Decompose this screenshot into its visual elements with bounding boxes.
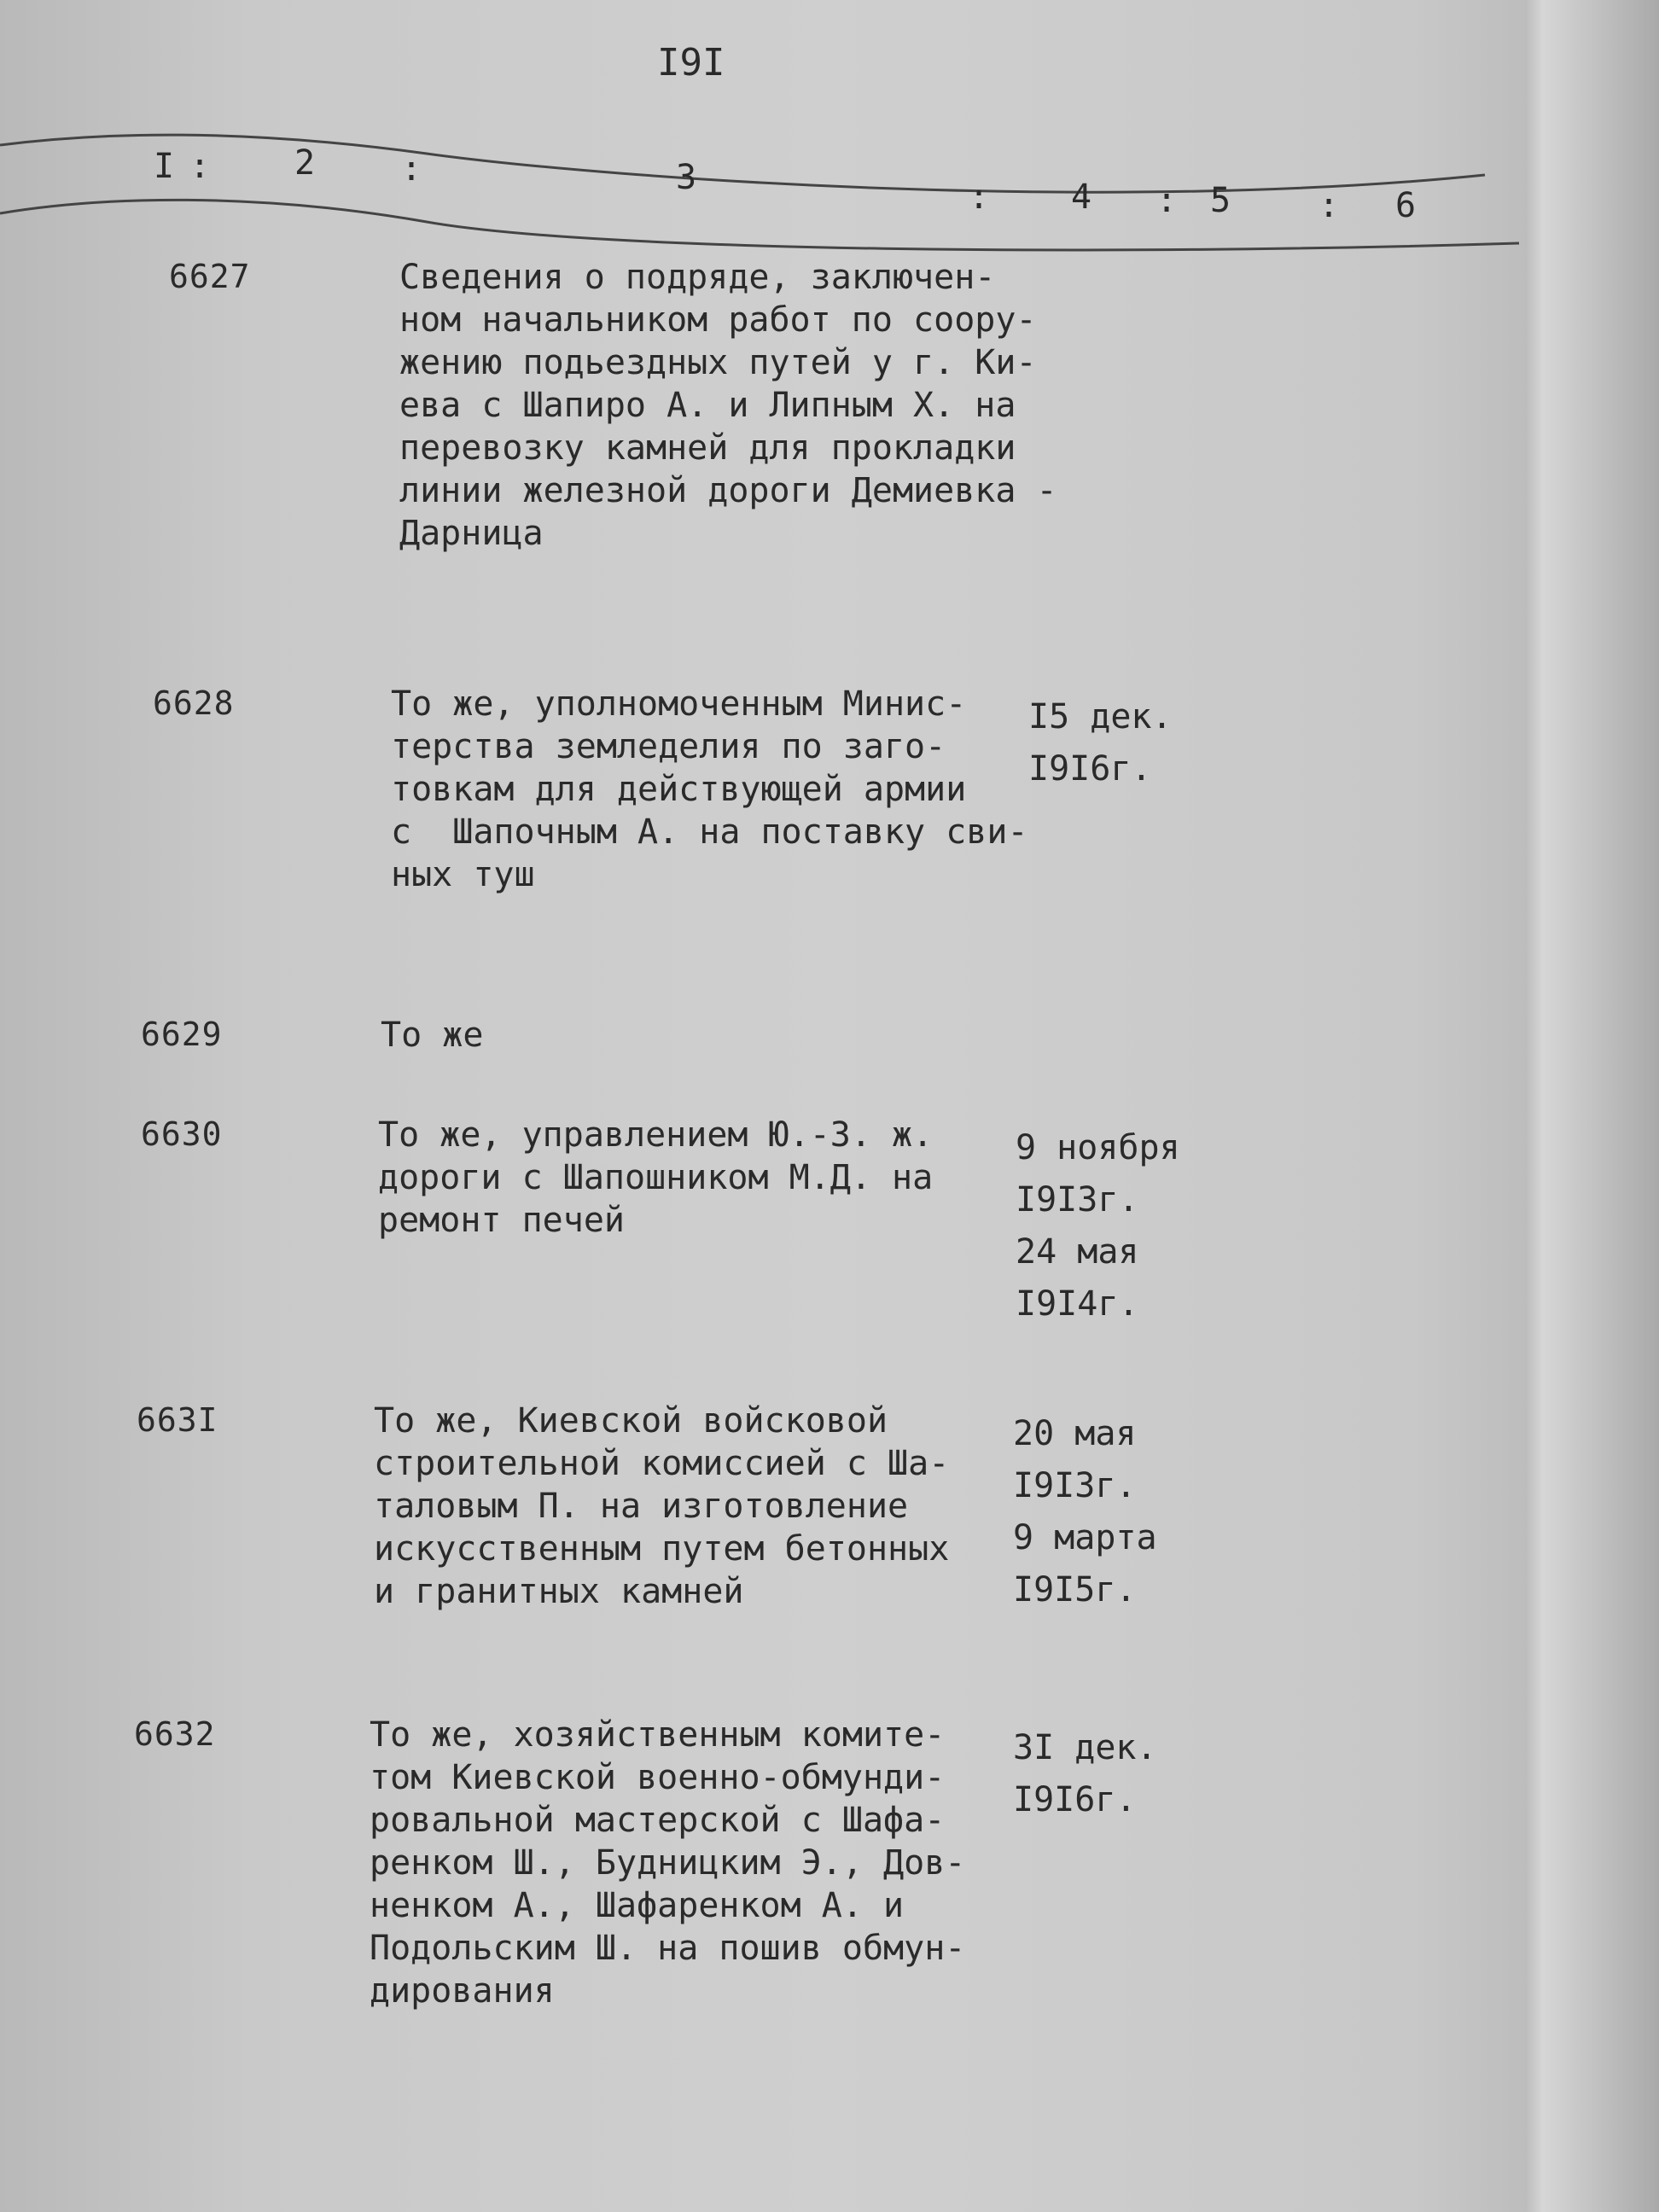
description-line: То же, управлением Ю.-З. ж.	[378, 1115, 934, 1155]
description-line: Подольским Ш. на пошив обмун-	[370, 1929, 966, 1968]
column-separator: :	[1318, 186, 1340, 225]
description-line: искусственным путем бетонных	[374, 1529, 950, 1569]
description-line: с Шапочным А. на поставку сви-	[391, 812, 1028, 852]
entry-number: 6632	[134, 1715, 216, 1753]
date-line: 24 мая	[1016, 1232, 1139, 1272]
description-line: товкам для действующей армии	[391, 770, 967, 809]
column-separator: :	[1156, 181, 1178, 220]
date-line: I9I6г.	[1028, 749, 1152, 789]
column-header-1: I	[154, 147, 175, 186]
description-line: То же, хозяйственным комите-	[370, 1715, 946, 1755]
column-separator: :	[189, 147, 211, 186]
description-line: и гранитных камней	[374, 1572, 744, 1611]
description-line: Сведения о подряде, заключен-	[399, 258, 996, 297]
description-line: ренком Ш., Будницким Э., Дов-	[370, 1843, 966, 1883]
entry-description	[378, 1114, 933, 1242]
entry-description	[374, 1400, 949, 1613]
column-header-5: 5	[1210, 181, 1231, 220]
header-top-rule	[0, 135, 1485, 192]
description-line: терства земледелия по заго-	[391, 727, 946, 766]
column-separator: :	[401, 149, 422, 189]
date-line: I9I4г.	[1016, 1284, 1139, 1324]
description-line: перевозку камней для прокладки	[399, 428, 1016, 468]
date-line: 3I дек.	[1013, 1728, 1157, 1767]
date-line: I9I6г.	[1013, 1780, 1137, 1819]
description-line: линии железной дороги Демиевка -	[399, 471, 1057, 510]
entry-number: 663I	[137, 1401, 218, 1439]
column-header-4: 4	[1071, 178, 1092, 217]
description-line: жению подьездных путей у г. Ки-	[399, 343, 1037, 382]
description-line: ненком А., Шафаренком А. и	[370, 1886, 905, 1925]
description-line: То же	[381, 1016, 484, 1055]
column-header-3: 3	[676, 158, 697, 197]
entry-number: 6627	[169, 258, 251, 295]
description-line: дороги с Шапошником М.Д. на	[378, 1158, 934, 1197]
date-line: 9 ноября	[1016, 1128, 1180, 1167]
date-line: I9I3г.	[1013, 1466, 1137, 1505]
description-line: ремонт печей	[378, 1201, 625, 1240]
description-line: ева с Шапиро А. и Липным Х. на	[399, 386, 1016, 425]
entry-description	[399, 256, 1057, 555]
entry-description	[381, 1014, 483, 1057]
column-header-2: 2	[294, 143, 316, 183]
entry-dates	[1013, 1722, 1157, 1826]
description-line: ных туш	[391, 855, 535, 894]
description-line: таловым П. на изготовление	[374, 1487, 909, 1526]
entry-number: 6630	[141, 1115, 223, 1153]
column-header-6: 6	[1395, 186, 1417, 225]
date-line: I9I5г.	[1013, 1570, 1137, 1610]
entry-number: 6628	[153, 684, 235, 722]
description-line: строительной комиссией с Ша-	[374, 1444, 950, 1483]
header-bottom-rule	[0, 200, 1519, 250]
column-separator: :	[969, 178, 990, 217]
description-line: дирования	[370, 1971, 555, 2011]
entry-description	[391, 683, 1028, 896]
entry-dates	[1028, 691, 1173, 795]
date-line: 9 марта	[1013, 1518, 1157, 1557]
page-number: I9I	[657, 41, 725, 84]
entry-dates	[1016, 1122, 1180, 1330]
date-line: I9I3г.	[1016, 1180, 1139, 1220]
description-line: том Киевской военно-обмунди-	[370, 1758, 946, 1797]
entry-number: 6629	[141, 1016, 223, 1053]
description-line: То же, Киевской войсковой	[374, 1401, 888, 1441]
date-line: 20 мая	[1013, 1414, 1137, 1453]
entry-description	[370, 1714, 965, 2012]
description-line: ровальной мастерской с Шафа-	[370, 1801, 946, 1840]
entry-dates	[1013, 1408, 1157, 1616]
description-line: ном начальником работ по соору-	[399, 300, 1037, 340]
date-line: I5 дек.	[1028, 697, 1173, 736]
description-line: Дарница	[399, 514, 544, 553]
description-line: То же, уполномоченным Минис-	[391, 684, 967, 724]
